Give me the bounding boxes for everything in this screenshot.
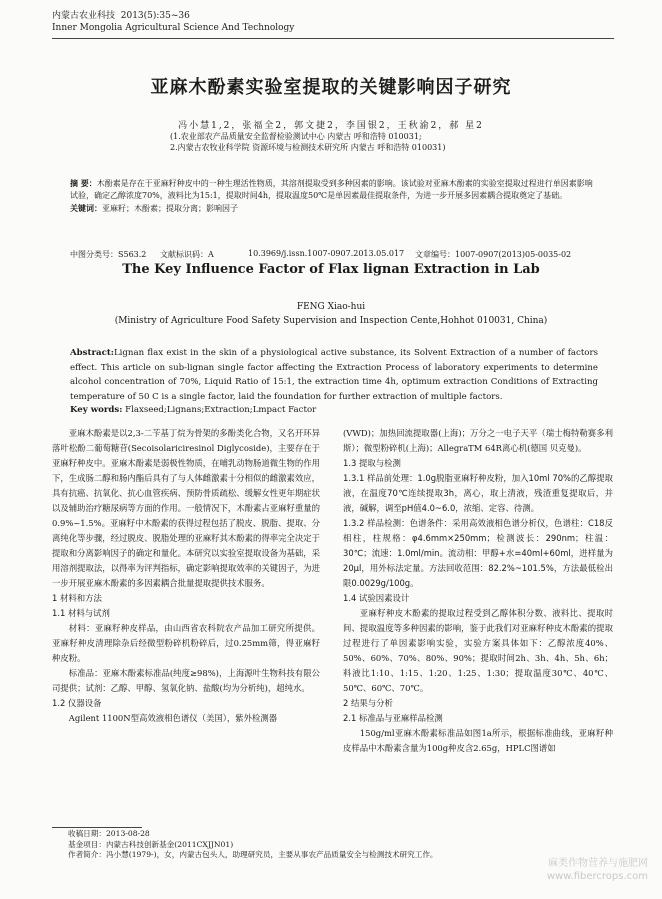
section-heading: 2 结果与分析 xyxy=(343,698,393,708)
authors-cn: 冯小慧1,2，张福全2，郭文捷2，李国银2，王秋渝2，郝 星2 xyxy=(178,121,484,131)
abstract-cn-label: 摘 要： xyxy=(70,178,97,188)
section-heading: 2.1 标准品与亚麻样品检测 xyxy=(343,713,443,723)
doi: 10.3969/j.issn.1007-0907.2013.05.017 xyxy=(248,249,405,258)
body-paragraph: Agilent 1100N型高效液相色谱仪（美国），紫外检测器 xyxy=(68,713,278,723)
document-code: 文献标识码：A xyxy=(160,250,214,259)
keywords-en-label: Key words: xyxy=(70,405,123,415)
keywords-en-text: Flaxseed;Lignans;Extraction;Lmpact Factor xyxy=(125,405,317,415)
body-paragraph: 材料：亚麻籽种皮样品，由山西省农科院农产品加工研究所提供。亚麻籽种皮清理除杂后经微型粉碎机粉碎后，过0.25mm筛，得亚麻籽种皮粉。 xyxy=(52,623,320,663)
journal-header xyxy=(52,10,294,34)
section-heading: 1.4 试验因素设计 xyxy=(343,593,410,603)
watermark xyxy=(547,857,648,883)
abstract-cn-text: 木酚素是存在于亚麻籽种皮中的一种生理活性物质，其溶剂提取受到多种因素的影响。该试验对亚麻木酚素的实验室提取过程进行单因素影响试验，确定乙醇浓度70%，液料比为15:1，提取时间4h，提取温度50℃是单因素最佳提取条件，为进一步开展多因素耦合提取奠定了基础。 xyxy=(70,179,593,200)
keywords-cn-text: 亚麻籽；木酚素；提取分离；影响因子 xyxy=(102,204,238,213)
body-paragraph: 亚麻籽种皮木酚素的提取过程受到乙醇体积分数、液料比、提取时间、提取温度等多种因素的影响，鉴于此我们对亚麻籽种皮木酚素的提取过程进行了单因素影响实验，实验方案具体如下：乙醇浓度40%、50%、60%、70%、80%、90%；提取时间2h、3h、4h、5h、6h；料液比1:10、1:15、1:20、1:25、1:30；提取温度30℃、40℃、50℃、60℃、70℃。 xyxy=(343,608,613,693)
body-paragraph: 150g/ml亚麻木酚素标准品如图1a所示，根据标准曲线，亚麻籽种皮样品中木酚素含量为100g种皮含2.65g，HPLC图谱如 xyxy=(343,728,613,753)
paper-title-cn: 亚麻木酚素实验室提取的关键影响因子研究 xyxy=(150,77,512,98)
watermark-line-2: www.fibercrops.com xyxy=(546,871,648,882)
section-heading: 1.1 材料与试剂 xyxy=(52,608,110,618)
abstract-cn xyxy=(70,177,596,215)
funding: 基金项目：内蒙古科技创新基金(2011CXJJN01) xyxy=(68,839,234,849)
affiliation-en: (Ministry of Agriculture Food Safety Supervision and Inspection Cente,Hohhot 010031, China) xyxy=(114,316,548,326)
abstract-en xyxy=(70,346,598,404)
section-heading: 1 材料和方法 xyxy=(52,593,102,603)
body-paragraph: 标准品：亚麻木酚素标准品(纯度≥98%)，上海源叶生物科技有限公司提供；试剂：乙醇、甲醇、氢氧化钠、盐酸(均为分析纯)，超纯水。 xyxy=(52,668,320,693)
section-heading: 1.3 提取与检测 xyxy=(343,458,401,468)
body-paragraph: 亚麻木酚素是以2,3-二苄基丁烷为骨架的多酚类化合物，又名开环异落叶松酚二葡萄糖苷(Secoisolariciresinol Diglycoside)，主要存在于亚麻籽种皮中。亚麻木酚素是弱极性物质，在哺乳动物肠道微生物的作用下，生成肠二醇和肠内酯后具有了与人体雌激素十分相似的雌激素效应，具有抗癌、抗氧化、抗心血管疾病、预防骨质疏松、缓解女性更年期症状以及辅助治疗糖尿病等方面的作用。一般情况下，木酚素占亚麻籽重量的0.9%~1.5%。亚麻籽中木酚素的获得过程包括了脱皮、脱脂、提取、分离纯化等步骤，经过脱皮、脱脂处理的亚麻籽其木酚素的得率完全决定于提取和分离影响因子的确定和量化。本研究以实验室提取设备为基础，采用溶剂提取法，以得率为评判指标，确定影响提取效率的关键因子，为进一步开展亚麻木酚素的多因素耦合批量提取提供技术服务。 xyxy=(52,428,320,588)
header-rule xyxy=(52,38,614,39)
journal-name-en: Inner Mongolia Agricultural Science And Technology xyxy=(52,23,295,33)
body-column-right xyxy=(343,426,613,756)
issue-info: 2013(5):35~36 xyxy=(120,11,190,21)
footnote-rule xyxy=(52,827,142,828)
section-heading: 1.2 仪器设备 xyxy=(52,698,102,708)
section-heading: 1.3.1 样品前处理：1.0g脱脂亚麻籽种皮粉，加入10ml 70%的乙醇提取液，在温度70℃连续提取3h，离心，取上清液，残渣重复提取后，并液，碱解，调至pH值4.0~6.0，浓缩、定容、待测。 xyxy=(343,473,613,513)
author-bio: 作者简介：冯小慧(1979-)，女，内蒙古包头人，助理研究员，主要从事农产品质量安全与检测技术研究工作。 xyxy=(68,850,438,859)
watermark-line-1: 麻类作物营养与施肥网 xyxy=(548,858,648,869)
affiliation-1: (1.农业部农产品质量安全监督检验测试中心 内蒙古 呼和浩特 010031; xyxy=(170,132,422,141)
footnotes xyxy=(68,829,628,861)
clc-number: 中图分类号：S563.2 xyxy=(70,250,147,259)
section-heading: 1.3.2 样品检测：色谱条件：采用高效液相色谱分析仪，色谱柱：C18反相柱，柱规格：φ4.6mm×250mm；检测波长：290nm；柱温：30℃；流速：1.0ml/min。流动相：甲醇+水=40ml+60ml，进样量为20μl，用外标法定量。方法回收范围：82.2%~101.5%，方法最低检出限0.0029g/100g。 xyxy=(343,518,613,588)
article-number: 文章编号：1007-0907(2013)05-0035-02 xyxy=(415,250,572,259)
abstract-en-label: Abstract: xyxy=(70,348,114,358)
body-paragraph: (VWD)；加热回流提取器(上海)；万分之一电子天平（瑞士梅特勒赛多利斯）；微型粉碎机(上海)；AllegraTM 64R离心机(德国 贝克曼)。 xyxy=(343,428,613,453)
keywords-cn-label: 关键词： xyxy=(70,203,102,213)
affiliations-cn xyxy=(170,131,500,153)
journal-name-cn: 内蒙古农业科技 xyxy=(52,11,116,21)
abstract-en-text: Lignan flax exist in the skin of a physiological active substance, its Solvent Extraction of a number of factors effect. This article on sub-lignan single factor affecting the Extraction Process of laboratory experiments to determine alcohol concentration of 70%, Liquid Ratio of 15:1, the extraction time 4h, optimum extraction Conditions of Extracting temperature of 50 C is a single factor, laid the foundation for further extraction of multiple factors. xyxy=(70,348,598,402)
received-date: 收稿日期：2013-08-28 xyxy=(68,829,150,838)
paper-title-en: The Key Influence Factor of Flax lignan Extraction in Lab xyxy=(122,262,540,277)
affiliation-2: 2.内蒙古农牧业科学院 资源环境与检测技术研究所 内蒙古 呼和浩特 010031) xyxy=(170,143,446,152)
author-en: FENG Xiao-hui xyxy=(296,302,366,312)
body-column-left xyxy=(52,426,320,726)
keywords-en xyxy=(70,405,598,415)
